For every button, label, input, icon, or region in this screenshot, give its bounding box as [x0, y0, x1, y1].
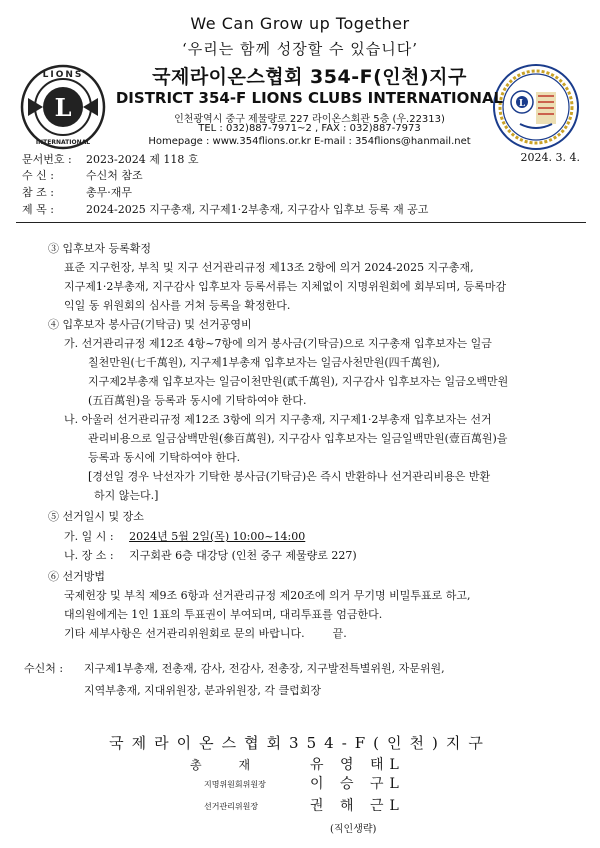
section-3-title: ③ 입후보자 등록확정: [48, 242, 152, 255]
section-4-na-line: 관리비용으로 일금삼백만원(參百萬원), 지구감사 입후보자는 일금일백만원(壹百萬원)을: [88, 432, 508, 445]
org-web: Homepage : www.354flions.or.kr E-mail : 354flions@hanmail.net: [148, 136, 471, 147]
election-place-value: 지구회관 6층 대강당 (인천 중구 제물량로 227): [129, 549, 357, 562]
lions-logo: [20, 64, 106, 150]
slogan-en: We Can Grow up Together: [190, 14, 410, 33]
recipients-label: 수신처 :: [24, 662, 64, 675]
lions-emblem-icon: [20, 64, 106, 150]
section-4-na-line: 등록과 동시에 기탁하여야 한다.: [88, 451, 241, 464]
svg-text:LIONS: LIONS: [42, 70, 84, 80]
election-chair-name: 권 해 근L: [310, 798, 405, 814]
election-date-row: [64, 528, 305, 544]
election-place-row: [64, 547, 357, 563]
recipients-line: 지역부총재, 지대위원장, 분과위원장, 각 클럽회장: [84, 684, 321, 697]
section-3-line: 표준 지구헌장, 부칙 및 지구 선거관리규정 제13조 2항에 의거 2024-2025 지구총재,: [64, 261, 474, 274]
seal-omitted-note: (직인생략): [330, 824, 377, 835]
section-4-ga-line: (五百萬원)을 등록과 동시에 기탁하여야 한다.: [88, 394, 307, 407]
nomination-chair-title: 지명위원회위원장: [204, 780, 266, 789]
doc-number-row: [22, 151, 198, 167]
header-divider: [16, 222, 586, 223]
governor-title: 총 재: [190, 758, 253, 772]
section-3-line: 지구제1·2부총재, 지구감사 입후보자 등록서류는 지체없이 지명위원회에 회부되며, 등록마감: [64, 280, 507, 293]
ref-row: [22, 184, 132, 200]
section-4-ga-line: 지구제2부총재 입후보자는 일금이천만원(貳千萬원), 지구감사 입후보자는 일금오백만원: [88, 375, 509, 388]
ref-label: 참 조 :: [22, 186, 54, 199]
org-address: 인천광역시 중구 제물량로 227 라이온스회관 5층 (우.22313): [174, 114, 445, 125]
section-6-line: 기타 세부사항은 선거관리위원회로 문의 바랍니다. 끝.: [64, 627, 347, 640]
to-row: [22, 167, 143, 183]
section-5-title: ⑤ 선거일시 및 장소: [48, 510, 144, 523]
section-6-line: 국제헌장 및 부칙 제9조 6항과 선거관리규정 제20조에 의거 무기명 비밀투표로 하고,: [64, 589, 471, 602]
slogan-ko: ‘우리는 함께 성장할 수 있습니다’: [182, 40, 418, 58]
section-3-line: 익일 동 위원회의 심사를 거쳐 등록을 확정한다.: [64, 299, 291, 312]
election-date-label: 가. 일 시 :: [64, 530, 114, 543]
org-name-en: DISTRICT 354-F LIONS CLUBS INTERNATIONAL: [115, 89, 504, 107]
svg-text:INTERNATIONAL: INTERNATIONAL: [35, 139, 91, 146]
subject-row: [22, 201, 428, 217]
section-6-title: ⑥ 선거방법: [48, 570, 106, 583]
section-4-note-line: 하지 않는다.]: [94, 489, 159, 502]
doc-number: 2023-2024 제 118 호: [86, 153, 199, 166]
org-name-ko: 국제라이온스협회 354-F(인천)지구: [152, 66, 467, 88]
subject-label: 제 목 :: [22, 203, 54, 216]
section-4-title: ④ 입후보자 봉사금(기탁금) 및 선거공영비: [48, 318, 252, 331]
governor-name: 유 영 태L: [310, 757, 405, 773]
nomination-chair-name: 이 승 구L: [310, 776, 405, 792]
election-place-label: 나. 장 소 :: [64, 549, 114, 562]
ref-value: 총무·재무: [86, 186, 133, 199]
recipients-line: 지구제1부총재, 전총재, 감사, 전감사, 전총장, 지구발전특별위원, 자문위원,: [84, 662, 445, 675]
section-4-ga-line: 가. 선거관리규정 제12조 4항~7항에 의거 봉사금(기탁금)으로 지구총재 입후보자는 일금: [64, 337, 492, 350]
doc-number-label: 문서번호 :: [22, 153, 72, 166]
signature-org: 국제라이온스협회354-F(인천)지구: [109, 734, 491, 752]
election-date-value: 2024년 5월 2일(목) 10:00~14:00: [129, 530, 306, 543]
section-4-na-line: 나. 아울러 선거관리규정 제12조 3항에 의거 지구총재, 지구제1·2부총재 입후보자는 선거: [64, 413, 492, 426]
section-4-note-line: [경선일 경우 낙선자가 기탁한 봉사금(기탁금)은 즉시 반환하나 선거관리비용은 반환: [88, 470, 491, 483]
section-4-ga-line: 칠천만원(七千萬원), 지구제1부총재 입후보자는 일금사천만원(四千萬원),: [88, 356, 441, 369]
doc-date: 2024. 3. 4.: [520, 151, 580, 164]
subject-value: 2024-2025 지구총재, 지구제1·2부총재, 지구감사 입후보 등록 재 공고: [86, 203, 429, 216]
to-label: 수 신 :: [22, 169, 54, 182]
svg-text:L: L: [518, 99, 526, 109]
org-phone: TEL : 032)887-7971~2 , FAX : 032)887-7973: [198, 123, 421, 134]
to-value: 수신처 참조: [86, 169, 143, 182]
section-6-line: 대의원에게는 1인 1표의 투표권이 부여되며, 대리투표를 엄금한다.: [64, 608, 383, 621]
svg-text:L: L: [54, 93, 72, 122]
election-chair-title: 선거관리위원장: [204, 802, 259, 811]
